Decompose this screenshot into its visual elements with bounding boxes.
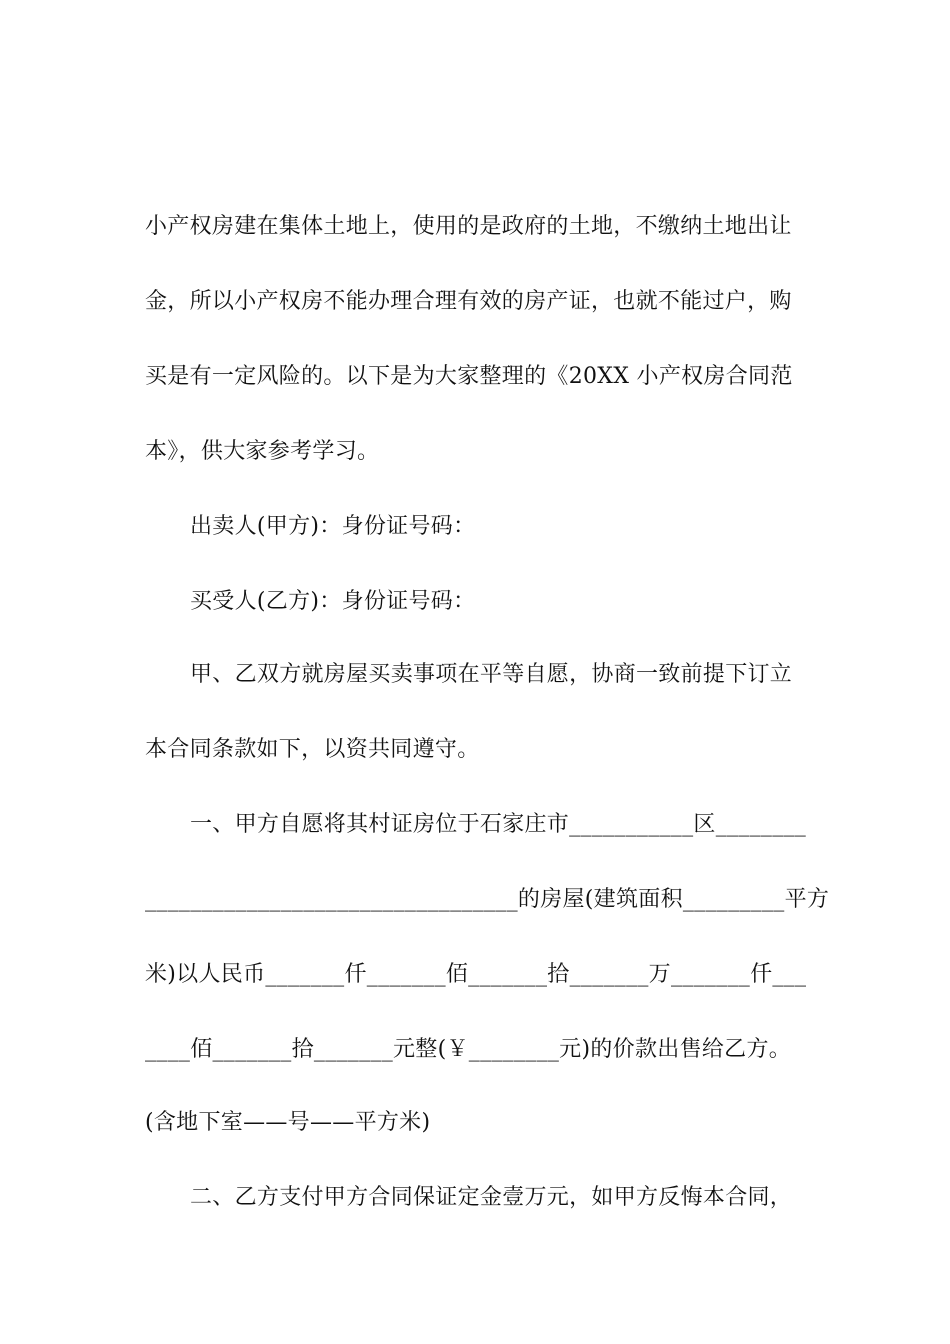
paragraph-intro-line-3: 买是有一定风险的。以下是为大家整理的《20XX 小产权房合同范	[145, 364, 793, 389]
agreement-line-2: 本合同条款如下，以资共同遵守。	[145, 737, 480, 762]
clause-1-note: (含地下室——号——平方米)	[145, 1110, 431, 1135]
paragraph-intro-line-4: 本》，供大家参考学习。	[145, 439, 380, 464]
clause-1-line-4: ____佰_______拾_______元整(￥________元)的价款出售给乙方。	[145, 1037, 792, 1062]
clause-1-line-2: _________________________________的房屋(建筑面积_________平方	[145, 887, 830, 912]
paragraph-intro-line-1: 小产权房建在集体土地上，使用的是政府的土地，不缴纳土地出让	[145, 214, 792, 239]
seller-line: 出卖人(甲方)：身份证号码：	[190, 514, 476, 539]
buyer-line: 买受人(乙方)：身份证号码：	[190, 589, 476, 614]
clause-1-line-3: 米)以人民币_______仟_______佰_______拾_______万_______仟___	[145, 962, 807, 987]
clause-1-line-1: 一、甲方自愿将其村证房位于石家庄市___________区________	[190, 812, 807, 837]
agreement-line-1: 甲、乙双方就房屋买卖事项在平等自愿，协商一致前提下订立	[190, 662, 793, 687]
paragraph-intro-line-2: 金，所以小产权房不能办理合理有效的房产证，也就不能过户，购	[145, 289, 792, 314]
clause-2-line-1: 二、乙方支付甲方合同保证定金壹万元，如甲方反悔本合同，	[190, 1185, 793, 1210]
